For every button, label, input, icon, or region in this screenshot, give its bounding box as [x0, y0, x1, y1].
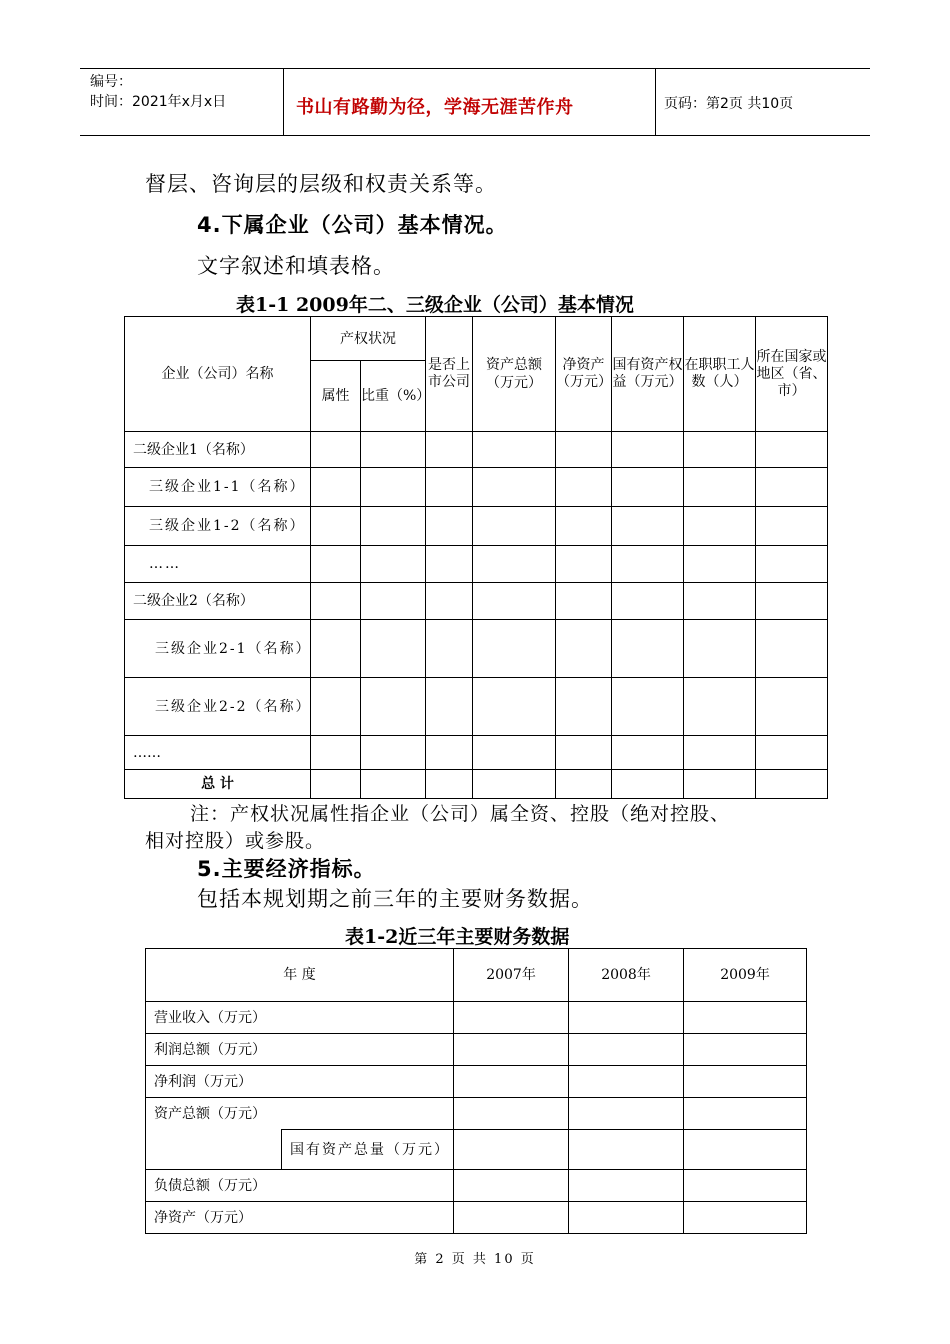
- table-row: [125, 620, 828, 678]
- company-info-table: [124, 316, 828, 799]
- header-year: 年 度: [146, 949, 454, 1002]
- table-row: [146, 1002, 807, 1034]
- row-label: 三级企业1-2（名称）: [125, 507, 311, 546]
- note-line-1: 注：产权状况属性指企业（公司）属全资、控股（绝对控股、: [190, 803, 731, 825]
- header-total-assets: 资产总额（万元）: [473, 317, 556, 432]
- page-footer: 第 2 页 共 10 页: [414, 1252, 536, 1267]
- header-2009: 2009年: [684, 949, 807, 1002]
- row-label: ……: [125, 736, 311, 770]
- row-label: 三级企业1-1（名称）: [125, 468, 311, 507]
- row-label: 营业收入（万元）: [146, 1002, 454, 1034]
- table-row: [146, 1130, 807, 1170]
- header-ratio: 比重（%）: [361, 361, 426, 432]
- row-label: 净利润（万元）: [146, 1066, 454, 1098]
- paragraph-line-3: 包括本规划期之前三年的主要财务数据。: [197, 887, 593, 911]
- paragraph-line-1: 督层、咨询层的层级和权责关系等。: [145, 172, 497, 196]
- table-row: [125, 583, 828, 620]
- header-divider-right: [655, 68, 656, 135]
- table-row: [125, 468, 828, 507]
- header-divider-left: [283, 68, 284, 135]
- table2-caption: 表1-2近三年主要财务数据: [345, 926, 570, 948]
- header-company-name: 企业（公司）名称: [125, 317, 311, 432]
- section-heading-5: 5.主要经济指标。: [197, 857, 376, 881]
- row-label: 三级企业2-2（名称）: [125, 678, 311, 736]
- table-row: [125, 546, 828, 583]
- header-code-label: 编号：: [90, 74, 132, 90]
- row-label: 二级企业1（名称）: [125, 432, 311, 468]
- header-motto: 书山有路勤为径，学海无涯苦作舟: [296, 97, 574, 118]
- row-label-total: 总 计: [125, 770, 311, 799]
- row-label: 国有资产总量（万元）: [282, 1130, 454, 1170]
- header-bottom-rule: [80, 135, 870, 136]
- row-label: 资产总额（万元）: [146, 1098, 454, 1130]
- header-time-label: 时间：2021年x月x日: [90, 94, 227, 110]
- header-state-equity: 国有资产权益（万元）: [612, 317, 684, 432]
- header-employees: 在职职工人数（人）: [684, 317, 756, 432]
- row-label: 三级企业2-1（名称）: [125, 620, 311, 678]
- header-region: 所在国家或地区（省、市）: [756, 317, 828, 432]
- table1-caption: 表1-1 2009年二、三级企业（公司）基本情况: [236, 294, 634, 316]
- table-row: [146, 1202, 807, 1234]
- section-heading-4: 4.下属企业（公司）基本情况。: [197, 213, 508, 237]
- header-page-info: 页码：第2页 共10页: [664, 96, 794, 112]
- table-row: [146, 1098, 807, 1130]
- header-net-assets: 净资产（万元）: [556, 317, 612, 432]
- header-property-status: 产权状况: [311, 317, 426, 361]
- table-row: [146, 1034, 807, 1066]
- header-attribute: 属性: [311, 361, 361, 432]
- row-label: 二级企业2（名称）: [125, 583, 311, 620]
- table-row: [146, 1066, 807, 1098]
- note-line-2: 相对控股）或参股。: [145, 830, 326, 852]
- table-row-total: [125, 770, 828, 799]
- row-label: ……: [125, 546, 311, 583]
- row-label: 净资产（万元）: [146, 1202, 454, 1234]
- table-row: [125, 736, 828, 770]
- header-listed: 是否上市公司: [426, 317, 473, 432]
- paragraph-line-2: 文字叙述和填表格。: [197, 254, 395, 278]
- financial-data-table: [145, 948, 807, 1234]
- table-row: [125, 507, 828, 546]
- row-label: 利润总额（万元）: [146, 1034, 454, 1066]
- header-top-rule: [80, 68, 870, 69]
- row-label: 负债总额（万元）: [146, 1170, 454, 1202]
- table-row: [146, 1170, 807, 1202]
- header-2008: 2008年: [569, 949, 684, 1002]
- table-row: [125, 678, 828, 736]
- header-2007: 2007年: [454, 949, 569, 1002]
- table-row: [125, 432, 828, 468]
